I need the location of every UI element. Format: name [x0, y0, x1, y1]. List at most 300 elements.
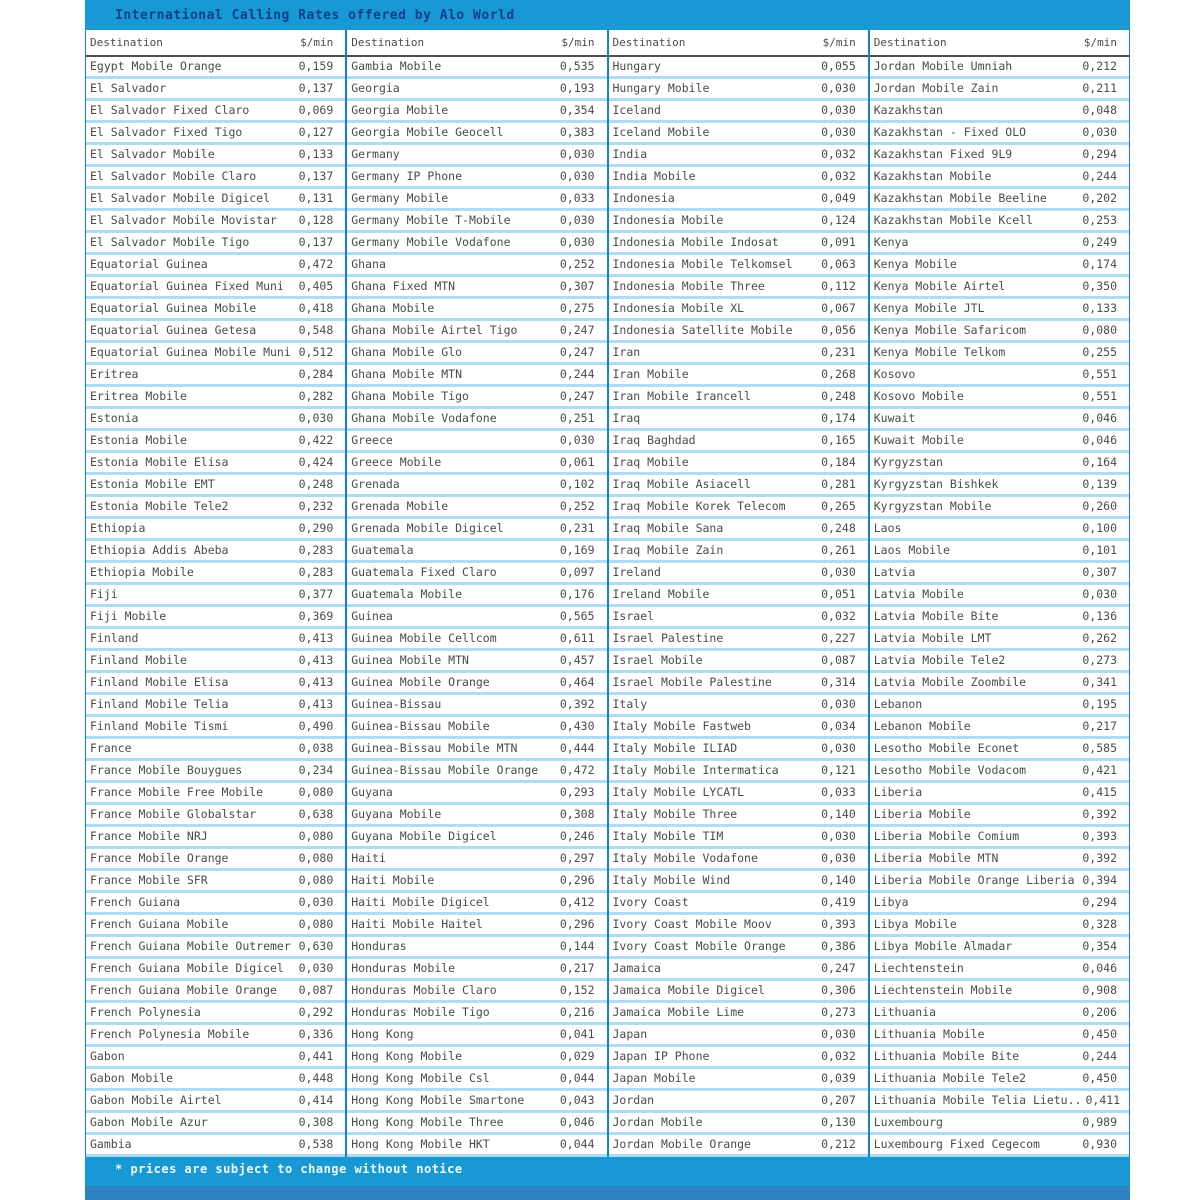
rate-cell: 0,055 [821, 59, 856, 74]
table-row [870, 563, 1129, 582]
table-row [347, 871, 606, 890]
destination-cell: Kenya Mobile [873, 257, 957, 272]
table-row [609, 519, 868, 538]
table-row [347, 79, 606, 98]
destination-cell: Gambia Mobile [351, 59, 442, 74]
table-row [870, 519, 1129, 538]
rate-cell: 0,087 [821, 653, 856, 668]
rate-cell: 0,441 [298, 1049, 334, 1064]
rate-cell: 0,411 [1085, 1093, 1121, 1108]
destination-cell: Kosovo [873, 367, 916, 382]
rate-cell: 0,137 [298, 81, 334, 96]
table-row [870, 431, 1129, 450]
destination-cell: Italy [612, 697, 648, 712]
rate-cell: 0,033 [559, 191, 595, 206]
rate-cell: 0,030 [559, 235, 595, 250]
rate-cell: 0,030 [821, 125, 856, 140]
table-row [86, 299, 345, 318]
destination-cell: Guatemala Mobile [351, 587, 463, 602]
table-row [870, 79, 1129, 98]
destination-cell: Hungary [612, 59, 661, 74]
destination-cell: Egypt Mobile Orange [90, 59, 222, 74]
rate-cell: 0,424 [298, 455, 334, 470]
table-row [609, 167, 868, 186]
destination-cell: Hong Kong Mobile [351, 1049, 463, 1064]
destination-cell: Ireland Mobile [612, 587, 710, 602]
rate-cell: 0,176 [559, 587, 595, 602]
table-row [347, 607, 606, 626]
rate-cell: 0,457 [559, 653, 595, 668]
rate-cell: 0,413 [298, 631, 334, 646]
rate-cell: 0,133 [1082, 301, 1117, 316]
table-row [870, 387, 1129, 406]
rate-cell: 0,206 [1082, 1005, 1117, 1020]
footer-note: * prices are subject to change without notice [115, 1162, 463, 1176]
table-row [870, 453, 1129, 472]
rate-cell: 0,216 [559, 1005, 595, 1020]
rate-cell: 0,136 [1082, 609, 1117, 624]
rate-cell: 0,080 [1082, 323, 1117, 338]
destination-cell: Gambia [90, 1137, 132, 1152]
table-row [347, 915, 606, 934]
destination-cell: Hong Kong Mobile Three [351, 1115, 504, 1130]
table-row [870, 761, 1129, 780]
destination-cell: French Guiana Mobile [90, 917, 229, 932]
destination-cell: Kyrgyzstan Bishkek [873, 477, 999, 492]
table-row [870, 1069, 1129, 1088]
rate-cell: 0,030 [821, 565, 856, 580]
table-row [86, 893, 345, 912]
destination-cell: Israel Palestine [612, 631, 724, 646]
table-row [86, 871, 345, 890]
rate-cell: 0,369 [298, 609, 334, 624]
table-row [609, 321, 868, 340]
table-row [86, 233, 345, 252]
destination-header: Destination [873, 36, 947, 49]
rate-cell: 0,248 [821, 389, 856, 404]
table-row [609, 211, 868, 230]
destination-cell: Kyrgyzstan Mobile [873, 499, 992, 514]
rate-cell: 0,244 [1082, 1049, 1117, 1064]
rate-cell: 0,247 [559, 345, 595, 360]
rate-cell: 0,046 [1082, 411, 1117, 426]
destination-cell: Jordan Mobile Zain [873, 81, 999, 96]
destination-cell: Fiji Mobile [90, 609, 167, 624]
rate-cell: 0,030 [559, 213, 595, 228]
destination-cell: Jamaica Mobile Digicel [612, 983, 765, 998]
rate-cell: 0,137 [298, 169, 334, 184]
rate-cell: 0,281 [821, 477, 856, 492]
destination-cell: Italy Mobile TIM [612, 829, 724, 844]
table-row [347, 409, 606, 428]
column-header-group [86, 30, 345, 57]
destination-cell: Georgia Mobile [351, 103, 449, 118]
destination-cell: Iraq Baghdad [612, 433, 696, 448]
destination-cell: France Mobile SFR [90, 873, 208, 888]
destination-cell: Ghana Mobile Airtel Tigo [351, 323, 518, 338]
destination-cell: Germany Mobile T-Mobile [351, 213, 511, 228]
table-row [870, 167, 1129, 186]
rate-cell: 0,273 [821, 1005, 856, 1020]
rate-cell: 0,273 [1082, 653, 1117, 668]
rate-cell: 0,207 [821, 1093, 856, 1108]
table-row [609, 409, 868, 428]
table-row [347, 805, 606, 824]
rate-cell: 0,144 [559, 939, 595, 954]
rate-cell: 0,030 [298, 961, 334, 976]
rate-cell: 0,308 [298, 1115, 334, 1130]
rate-cell: 0,247 [559, 323, 595, 338]
table-row [609, 871, 868, 890]
destination-cell: Gabon Mobile Azur [90, 1115, 208, 1130]
rates-sheet [85, 0, 1130, 1200]
table-row [347, 959, 606, 978]
rate-cell: 0,252 [559, 257, 595, 272]
table-row [609, 1069, 868, 1088]
rate-cell: 0,044 [559, 1071, 595, 1086]
destination-cell: Guatemala [351, 543, 414, 558]
table-row [86, 519, 345, 538]
rate-cell: 0,030 [821, 741, 856, 756]
rates-column-3 [609, 57, 868, 1157]
rate-cell: 0,490 [298, 719, 334, 734]
table-row [347, 233, 606, 252]
rate-cell: 0,101 [1082, 543, 1117, 558]
rate-cell: 0,308 [559, 807, 595, 822]
destination-cell: Ethiopia Mobile [90, 565, 194, 580]
rate-cell: 0,048 [1082, 103, 1117, 118]
rate-cell: 0,512 [298, 345, 334, 360]
destination-cell: Guinea-Bissau [351, 697, 442, 712]
rate-cell: 0,350 [1082, 279, 1117, 294]
destination-cell: Kenya Mobile JTL [873, 301, 985, 316]
table-row [870, 497, 1129, 516]
destination-cell: Honduras Mobile Claro [351, 983, 497, 998]
rate-cell: 0,306 [821, 983, 856, 998]
rate-cell: 0,211 [1082, 81, 1117, 96]
rate-cell: 0,193 [559, 81, 595, 96]
destination-cell: Haiti Mobile [351, 873, 435, 888]
table-row [870, 145, 1129, 164]
table-row [609, 981, 868, 1000]
rate-cell: 0,296 [559, 917, 595, 932]
destination-cell: Finland Mobile Tismi [90, 719, 229, 734]
rate-cell: 0,043 [559, 1093, 595, 1108]
table-row [86, 167, 345, 186]
destination-cell: Guatemala Fixed Claro [351, 565, 497, 580]
destination-cell: Equatorial Guinea [90, 257, 208, 272]
destination-cell: Iran [612, 345, 641, 360]
table-row [609, 827, 868, 846]
rate-cell: 0,131 [298, 191, 334, 206]
table-row [870, 343, 1129, 362]
destination-cell: Latvia Mobile Tele2 [873, 653, 1006, 668]
destination-cell: Indonesia Mobile XL [612, 301, 745, 316]
rate-cell: 0,292 [298, 1005, 334, 1020]
table-row [870, 57, 1129, 76]
table-row [86, 651, 345, 670]
table-row [347, 497, 606, 516]
table-row [347, 1135, 606, 1154]
destination-cell: Finland Mobile Telia [90, 697, 229, 712]
destination-cell: Indonesia Mobile [612, 213, 724, 228]
table-row [347, 849, 606, 868]
destination-cell: France Mobile Globalstar [90, 807, 257, 822]
table-row [86, 783, 345, 802]
table-row [870, 189, 1129, 208]
rate-cell: 0,137 [298, 235, 334, 250]
rate-cell: 0,419 [821, 895, 856, 910]
rate-cell: 0,032 [821, 169, 856, 184]
rate-cell: 0,033 [821, 785, 856, 800]
rate-cell: 0,307 [559, 279, 595, 294]
destination-cell: Lithuania Mobile Bite [873, 1049, 1020, 1064]
destination-cell: Israel Mobile [612, 653, 703, 668]
table-row [347, 519, 606, 538]
table-row [86, 211, 345, 230]
table-row [347, 123, 606, 142]
destination-cell: Ghana Mobile [351, 301, 435, 316]
bottom-bar [85, 1186, 1130, 1200]
rate-cell: 0,234 [298, 763, 334, 778]
table-row [347, 57, 606, 76]
table-row [609, 1091, 868, 1110]
destination-cell: Kenya Mobile Airtel [873, 279, 1006, 294]
table-row [347, 431, 606, 450]
table-row [86, 541, 345, 560]
destination-cell: Liechtenstein [873, 961, 964, 976]
table-row [86, 1025, 345, 1044]
table-row [870, 123, 1129, 142]
rate-header: $/min [822, 36, 856, 49]
table-row [870, 475, 1129, 494]
rate-cell: 0,444 [559, 741, 595, 756]
rate-cell: 0,244 [1082, 169, 1117, 184]
destination-cell: Indonesia Mobile Indosat [612, 235, 779, 250]
table-row [86, 189, 345, 208]
table-row [347, 761, 606, 780]
rate-cell: 0,030 [821, 103, 856, 118]
rate-cell: 0,392 [1082, 807, 1117, 822]
table-row [870, 365, 1129, 384]
rate-cell: 0,246 [559, 829, 595, 844]
table-row [609, 1113, 868, 1132]
destination-cell: Iran Mobile Irancell [612, 389, 751, 404]
rates-column-1 [86, 57, 345, 1157]
destination-cell: Lesotho Mobile Vodacom [873, 763, 1027, 778]
destination-cell: Iraq Mobile [612, 455, 689, 470]
rate-cell: 0,139 [1082, 477, 1117, 492]
table-row [609, 607, 868, 626]
column-header-group [870, 30, 1129, 57]
rate-cell: 0,414 [298, 1093, 334, 1108]
table-row [609, 761, 868, 780]
title-bar [85, 0, 1130, 30]
destination-cell: Guyana Mobile Digicel [351, 829, 497, 844]
rate-cell: 0,056 [821, 323, 856, 338]
rate-cell: 0,421 [1082, 763, 1117, 778]
destination-cell: Haiti Mobile Haitel [351, 917, 483, 932]
rate-cell: 0,341 [1082, 675, 1117, 690]
rate-cell: 0,413 [298, 697, 334, 712]
rate-cell: 0,030 [821, 851, 856, 866]
destination-cell: French Polynesia [90, 1005, 201, 1020]
destination-cell: Germany IP Phone [351, 169, 463, 184]
table-row [347, 211, 606, 230]
rate-header: $/min [1083, 36, 1117, 49]
table-row [870, 255, 1129, 274]
destination-cell: Lebanon [873, 697, 923, 712]
table-row [609, 387, 868, 406]
table-row [870, 409, 1129, 428]
rate-cell: 0,030 [559, 169, 595, 184]
column-header-group [609, 30, 868, 57]
rate-cell: 0,030 [821, 697, 856, 712]
rate-cell: 0,413 [298, 675, 334, 690]
rate-cell: 0,030 [298, 411, 334, 426]
table-row [86, 1113, 345, 1132]
rate-cell: 0,422 [298, 433, 334, 448]
rate-cell: 0,551 [1082, 367, 1117, 382]
destination-cell: Ivory Coast [612, 895, 689, 910]
rate-cell: 0,247 [559, 389, 595, 404]
rate-cell: 0,051 [821, 587, 856, 602]
table-row [347, 167, 606, 186]
table-row [86, 79, 345, 98]
table-row [347, 937, 606, 956]
rate-cell: 0,212 [1082, 59, 1117, 74]
rate-cell: 0,087 [298, 983, 334, 998]
rate-cell: 0,046 [1082, 961, 1117, 976]
destination-cell: Haiti [351, 851, 386, 866]
table-row [870, 1113, 1129, 1132]
table-row [86, 123, 345, 142]
table-row [870, 321, 1129, 340]
destination-cell: Latvia [873, 565, 916, 580]
destination-cell: French Guiana Mobile Orange [90, 983, 277, 998]
destination-cell: Kyrgyzstan [873, 455, 943, 470]
rate-cell: 0,283 [298, 543, 334, 558]
rate-cell: 0,284 [298, 367, 334, 382]
table-row [870, 1003, 1129, 1022]
table-row [609, 937, 868, 956]
table-row [347, 563, 606, 582]
table-row [609, 79, 868, 98]
destination-cell: Finland [90, 631, 139, 646]
destination-cell: Honduras Mobile [351, 961, 456, 976]
destination-cell: Israel Mobile Palestine [612, 675, 772, 690]
destination-cell: Guinea-Bissau Mobile Orange [351, 763, 539, 778]
table-row [870, 211, 1129, 230]
destination-cell: Indonesia Mobile Three [612, 279, 765, 294]
destination-cell: Hong Kong Mobile Smartone [351, 1093, 525, 1108]
rate-cell: 0,638 [298, 807, 334, 822]
table-row [86, 497, 345, 516]
destination-cell: Lesotho Mobile Econet [873, 741, 1020, 756]
destination-cell: France Mobile NRJ [90, 829, 208, 844]
rate-cell: 0,080 [298, 829, 334, 844]
table-row [609, 277, 868, 296]
rate-cell: 0,354 [559, 103, 595, 118]
destination-cell: Guinea [351, 609, 393, 624]
table-row [609, 299, 868, 318]
rate-cell: 0,195 [1082, 697, 1117, 712]
table-row [609, 585, 868, 604]
destination-cell: Jordan [612, 1093, 655, 1108]
table-row [347, 387, 606, 406]
table-row [347, 739, 606, 758]
rate-cell: 0,450 [1082, 1027, 1117, 1042]
table-row [86, 57, 345, 76]
destination-cell: Greece [351, 433, 393, 448]
table-row [609, 563, 868, 582]
destination-cell: Italy Mobile Vodafone [612, 851, 758, 866]
table-row [609, 101, 868, 120]
rate-cell: 0,548 [298, 323, 334, 338]
destination-cell: Liberia Mobile Comium [873, 829, 1020, 844]
rate-cell: 0,472 [559, 763, 595, 778]
table-row [86, 453, 345, 472]
rate-cell: 0,260 [1082, 499, 1117, 514]
rate-cell: 0,377 [298, 587, 334, 602]
table-row [86, 145, 345, 164]
table-row [609, 739, 868, 758]
rate-cell: 0,097 [559, 565, 595, 580]
destination-cell: Laos Mobile [873, 543, 950, 558]
rate-cell: 0,247 [821, 961, 856, 976]
rate-cell: 0,102 [559, 477, 595, 492]
destination-cell: Latvia Mobile LMT [873, 631, 992, 646]
destination-cell: Lebanon Mobile [873, 719, 971, 734]
table-row [870, 629, 1129, 648]
table-row [870, 299, 1129, 318]
rate-cell: 0,232 [298, 499, 334, 514]
rate-cell: 0,034 [821, 719, 856, 734]
destination-cell: Grenada Mobile Digicel [351, 521, 504, 536]
table-row [86, 607, 345, 626]
rate-cell: 0,538 [298, 1137, 334, 1152]
table-row [86, 1091, 345, 1110]
rate-cell: 0,268 [821, 367, 856, 382]
rate-cell: 0,046 [1082, 433, 1117, 448]
rate-cell: 0,231 [559, 521, 595, 536]
rate-cell: 0,030 [821, 829, 856, 844]
destination-cell: Iceland [612, 103, 661, 118]
destination-cell: Estonia Mobile [90, 433, 187, 448]
table-row [347, 453, 606, 472]
table-row [870, 277, 1129, 296]
table-row [609, 343, 868, 362]
rate-cell: 0,049 [821, 191, 856, 206]
destination-header: Destination [90, 36, 163, 49]
rate-cell: 0,046 [559, 1115, 595, 1130]
table-row [609, 959, 868, 978]
table-row [870, 1025, 1129, 1044]
rate-cell: 0,989 [1082, 1115, 1117, 1130]
destination-cell: Indonesia Mobile Telkomsel [612, 257, 793, 272]
table-row [609, 717, 868, 736]
table-row [347, 651, 606, 670]
destination-cell: Italy Mobile Wind [612, 873, 731, 888]
table-row [609, 475, 868, 494]
table-row [347, 629, 606, 648]
rate-cell: 0,354 [1082, 939, 1117, 954]
rates-column-4 [870, 57, 1129, 1157]
destination-cell: Italy Mobile LYCATL [612, 785, 745, 800]
table-row [347, 255, 606, 274]
table-row [870, 981, 1129, 1000]
destination-cell: Grenada [351, 477, 400, 492]
